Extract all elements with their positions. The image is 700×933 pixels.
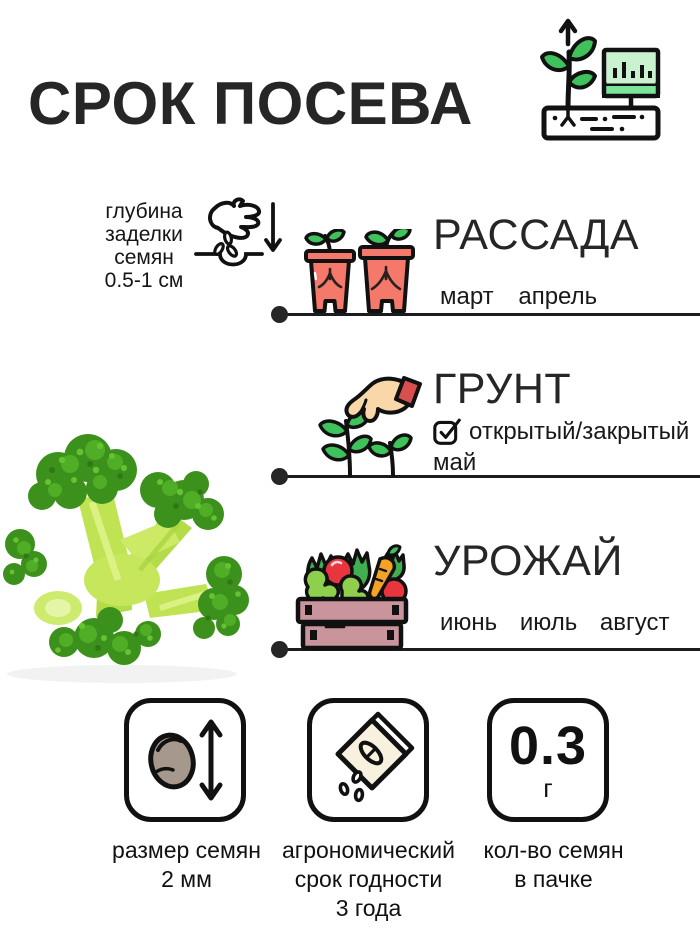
- depth-note-line: 0.5-1 см: [104, 269, 184, 292]
- planting-hand-icon: [298, 375, 425, 477]
- depth-note-line: семян: [114, 246, 174, 269]
- shelf-life-caption: агрономический срок годности 3 года: [282, 837, 455, 921]
- seed-quantity-caption: кол-во семян в пачке: [483, 837, 624, 892]
- sowing-depth-note: [76, 200, 212, 292]
- grunt-type-row: [433, 417, 689, 446]
- grunt-months: [433, 449, 476, 477]
- timeline-dot: [271, 641, 288, 658]
- section-heading-grunt: ГРУНТ: [433, 365, 572, 413]
- month-label: июнь: [440, 609, 498, 636]
- checkbox-checked-icon: [433, 417, 462, 446]
- plant-growth-chart-icon: [538, 12, 666, 144]
- shelf-life-box: [307, 698, 429, 822]
- rassada-months: [440, 283, 597, 311]
- month-label: июль: [519, 609, 578, 636]
- month-label: март: [440, 283, 494, 310]
- seedling-pots-icon: [298, 229, 425, 314]
- seed-size-box: [124, 698, 246, 822]
- harvest-crate-icon: [290, 541, 417, 651]
- urozhay-months: [440, 609, 669, 637]
- hand-sowing-seeds-icon: [194, 196, 282, 272]
- month-label: апрель: [518, 283, 598, 310]
- broccoli-photo: [0, 412, 262, 688]
- quantity-number: 0.3: [508, 716, 588, 776]
- seed-quantity-box: [487, 698, 609, 822]
- section-heading-rassada: РАССАДА: [433, 211, 640, 259]
- seed-packet-icon: [318, 710, 418, 810]
- seed-quantity-value: [508, 716, 588, 803]
- timeline-dot: [271, 306, 288, 323]
- timeline-dot: [271, 468, 288, 485]
- depth-note-line: глубина: [105, 200, 183, 223]
- quantity-unit: г: [543, 773, 553, 803]
- page-title: СРОК ПОСЕВА: [28, 70, 473, 137]
- section-heading-urozhay: УРОЖАЙ: [433, 537, 623, 585]
- seed-size-icon: [135, 710, 235, 810]
- seed-size-caption: размер семян 2 мм: [112, 837, 261, 892]
- depth-note-line: заделки: [105, 223, 183, 246]
- ground-types-label: открытый/закрытый: [469, 417, 690, 445]
- month-label: май: [433, 449, 477, 476]
- month-label: август: [599, 609, 670, 636]
